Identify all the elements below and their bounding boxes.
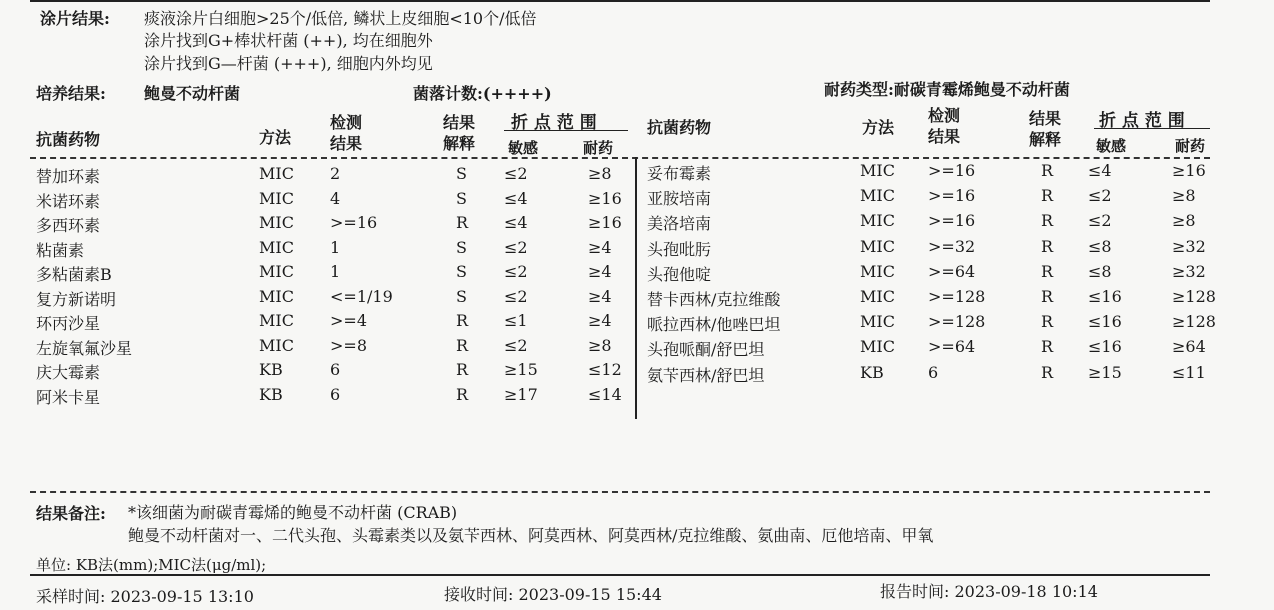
smear-line-1: 痰液涂片白细胞>25个/低倍, 鳞状上皮细胞<10个/低倍	[144, 9, 537, 28]
right-row-interp: R	[1041, 186, 1054, 206]
left-row-drug: 多粘菌素B	[36, 265, 112, 284]
right-row-sens: ≤4	[1088, 161, 1112, 180]
right-row-res: ≥8	[1172, 211, 1196, 231]
left-row-res: ≥4	[588, 311, 612, 330]
column-divider	[635, 157, 637, 419]
smear-line-2: 涂片找到G+棒状杆菌 (++), 均在细胞外	[144, 31, 433, 50]
remarks-line-1: *该细菌为耐碳青霉烯的鲍曼不动杆菌 (CRAB)	[128, 503, 458, 522]
right-row-method: MIC	[860, 236, 895, 256]
right-row-method: MIC	[860, 161, 895, 180]
header-result-l2-left: 结果	[330, 134, 363, 153]
breakpoint-underline-left	[504, 130, 628, 131]
right-row-result: 6	[928, 362, 939, 382]
left-row-method: MIC	[259, 311, 294, 330]
left-row-interp: R	[456, 213, 469, 232]
right-row-res: ≥16	[1172, 161, 1206, 180]
left-row-method: MIC	[259, 164, 294, 183]
right-row-drug: 哌拉西林/他唑巴坦	[647, 315, 781, 335]
header-separator	[30, 157, 1210, 159]
culture-label: 培养结果:	[36, 84, 106, 103]
left-row-result: 2	[330, 164, 341, 183]
right-row-method: MIC	[860, 211, 895, 231]
left-row-method: MIC	[259, 286, 294, 306]
header-result-l1-left: 检测	[330, 113, 363, 132]
left-row-result: 1	[330, 237, 341, 257]
right-row-res: ≥32	[1172, 261, 1206, 281]
right-row-sens: ≤8	[1088, 261, 1112, 281]
left-row-interp: S	[456, 237, 467, 257]
left-row-interp: R	[456, 384, 469, 404]
right-row-interp: R	[1041, 287, 1054, 306]
left-row-result: 6	[330, 360, 341, 379]
left-row-res: ≥8	[588, 335, 612, 355]
left-row-sens: ≤2	[504, 237, 528, 257]
right-row-interp: R	[1041, 261, 1054, 281]
header-method-right: 方法	[862, 118, 895, 137]
top-border	[30, 0, 1210, 2]
right-row-interp: R	[1041, 362, 1054, 382]
smear-label: 涂片结果:	[40, 9, 110, 28]
header-breakpoint-left: 折 点 范 围	[511, 113, 597, 133]
left-row-result: <=1/19	[330, 286, 393, 306]
left-row-drug: 米诺环素	[36, 191, 101, 211]
right-row-result: >=64	[928, 337, 976, 357]
right-row-sens: ≤16	[1088, 312, 1122, 332]
left-row-drug: 替加环素	[36, 167, 101, 186]
left-row-drug: 左旋氧氟沙星	[36, 338, 133, 358]
left-row-sens: ≤2	[504, 164, 528, 183]
resistance-type: 耐药类型:耐碳青霉烯鲍曼不动杆菌	[824, 80, 1070, 99]
header-interp-l2-left: 解释	[443, 134, 476, 153]
left-row-sens: ≥15	[504, 360, 538, 379]
right-row-drug: 头孢吡肟	[647, 239, 712, 259]
left-row-interp: S	[456, 286, 467, 306]
sampling-time: 采样时间: 2023-09-15 13:10	[36, 587, 254, 606]
right-row-result: >=16	[928, 186, 976, 206]
right-row-drug: 亚胺培南	[647, 189, 712, 209]
right-row-method: MIC	[860, 312, 895, 332]
right-row-result: >=128	[928, 312, 986, 332]
right-row-res: ≤11	[1172, 362, 1206, 382]
left-row-method: KB	[259, 384, 283, 404]
right-row-res: ≥64	[1172, 337, 1206, 357]
organism-name: 鲍曼不动杆菌	[144, 84, 241, 103]
left-row-drug: 复方新诺明	[36, 289, 117, 309]
left-row-result: >=4	[330, 311, 367, 330]
left-row-sens: ≤2	[504, 335, 528, 355]
right-row-drug: 头孢他啶	[647, 264, 712, 284]
right-row-res: ≥8	[1172, 186, 1196, 206]
right-row-interp: R	[1041, 312, 1054, 332]
right-row-method: MIC	[860, 261, 895, 281]
remarks-separator	[30, 491, 1210, 493]
left-row-result: 1	[330, 262, 341, 281]
right-row-sens: ≤2	[1088, 211, 1112, 231]
left-row-method: MIC	[259, 335, 294, 355]
footer-separator	[30, 574, 1210, 576]
left-row-method: MIC	[259, 213, 294, 232]
header-drug-right: 抗菌药物	[647, 118, 712, 137]
right-row-sens: ≤2	[1088, 186, 1112, 206]
header-interp-l1-left: 结果	[443, 113, 476, 132]
right-row-res: ≥128	[1172, 312, 1216, 332]
right-row-interp: R	[1041, 211, 1054, 231]
right-row-method: MIC	[860, 337, 895, 357]
left-row-interp: S	[456, 262, 467, 281]
left-row-method: MIC	[259, 262, 294, 281]
left-row-method: KB	[259, 360, 283, 379]
left-row-res: ≥4	[588, 262, 612, 281]
smear-line-3: 涂片找到G—杆菌 (+++), 细胞内外均见	[144, 54, 433, 73]
colony-count: 菌落计数:(++++)	[413, 84, 552, 103]
left-row-res: ≥8	[588, 164, 612, 183]
header-result-l1-right: 检测	[928, 106, 961, 125]
left-row-res: ≤14	[588, 384, 622, 404]
right-row-interp: R	[1041, 161, 1054, 180]
left-row-interp: R	[456, 311, 469, 330]
right-row-sens: ≤16	[1088, 337, 1122, 357]
left-row-sens: ≤4	[504, 213, 528, 232]
left-row-drug: 阿米卡星	[36, 387, 101, 407]
left-row-interp: R	[456, 360, 469, 379]
right-row-interp: R	[1041, 337, 1054, 357]
left-row-res: ≥16	[588, 213, 622, 232]
left-row-sens: ≤2	[504, 286, 528, 306]
left-row-drug: 庆大霉素	[36, 363, 101, 382]
left-row-drug: 多西环素	[36, 216, 101, 235]
left-row-sens: ≥17	[504, 384, 538, 404]
left-row-drug: 粘菌素	[36, 240, 85, 260]
header-sensitive-right: 敏感	[1096, 137, 1127, 155]
right-row-method: MIC	[860, 186, 895, 206]
left-row-result: 4	[330, 188, 341, 208]
left-row-drug: 环丙沙星	[36, 314, 101, 333]
remarks-label: 结果备注:	[36, 504, 106, 523]
left-row-interp: S	[456, 164, 467, 183]
right-row-drug: 妥布霉素	[647, 164, 712, 183]
right-row-drug: 氨苄西林/舒巴坦	[647, 365, 765, 385]
right-row-result: >=64	[928, 261, 976, 281]
left-row-method: MIC	[259, 188, 294, 208]
received-time: 接收时间: 2023-09-15 15:44	[444, 585, 662, 604]
left-row-result: >=16	[330, 213, 378, 232]
left-row-sens: ≤1	[504, 311, 528, 330]
header-method-left: 方法	[259, 128, 292, 147]
left-row-method: MIC	[259, 237, 294, 257]
header-result-l2-right: 结果	[928, 127, 961, 146]
right-row-result: >=16	[928, 211, 976, 231]
right-row-drug: 美洛培南	[647, 214, 712, 234]
right-row-res: ≥32	[1172, 236, 1206, 256]
left-row-res: ≥4	[588, 286, 612, 306]
header-resistant-right: 耐药	[1175, 137, 1206, 155]
left-row-result: 6	[330, 384, 341, 404]
right-row-drug: 替卡西林/克拉维酸	[647, 290, 781, 309]
right-row-interp: R	[1041, 236, 1054, 256]
left-row-interp: S	[456, 188, 467, 208]
left-row-interp: R	[456, 335, 469, 355]
right-row-sens: ≤16	[1088, 287, 1122, 306]
left-row-result: >=8	[330, 335, 367, 355]
right-row-sens: ≤8	[1088, 236, 1112, 256]
header-breakpoint-right: 折 点 范 围	[1099, 111, 1185, 131]
left-row-sens: ≤2	[504, 262, 528, 281]
units-note: 单位: KB法(mm);MIC法(μg/ml);	[36, 556, 267, 574]
right-row-method: KB	[860, 362, 884, 382]
header-sensitive-left: 敏感	[508, 139, 539, 157]
header-drug-left: 抗菌药物	[36, 130, 101, 149]
remarks-line-2: 鲍曼不动杆菌对一、二代头孢、头霉素类以及氨苄西林、阿莫西林、阿莫西林/克拉维酸、氨曲南、厄他培南、甲氧	[128, 526, 934, 545]
right-row-result: >=16	[928, 161, 976, 180]
header-resistant-left: 耐药	[583, 139, 614, 157]
right-row-sens: ≥15	[1088, 362, 1122, 382]
breakpoint-underline-right	[1094, 128, 1210, 129]
report-time: 报告时间: 2023-09-18 10:14	[880, 582, 1098, 601]
right-row-res: ≥128	[1172, 287, 1216, 306]
header-interp-l2-right: 解释	[1029, 130, 1062, 149]
right-row-result: >=32	[928, 236, 976, 256]
left-row-res: ≥16	[588, 188, 622, 208]
right-row-drug: 头孢哌酮/舒巴坦	[647, 340, 765, 360]
right-row-result: >=128	[928, 287, 986, 306]
left-row-res: ≥4	[588, 237, 612, 257]
header-interp-l1-right: 结果	[1029, 109, 1062, 128]
left-row-res: ≤12	[588, 360, 622, 379]
left-row-sens: ≤4	[504, 188, 528, 208]
right-row-method: MIC	[860, 287, 895, 306]
